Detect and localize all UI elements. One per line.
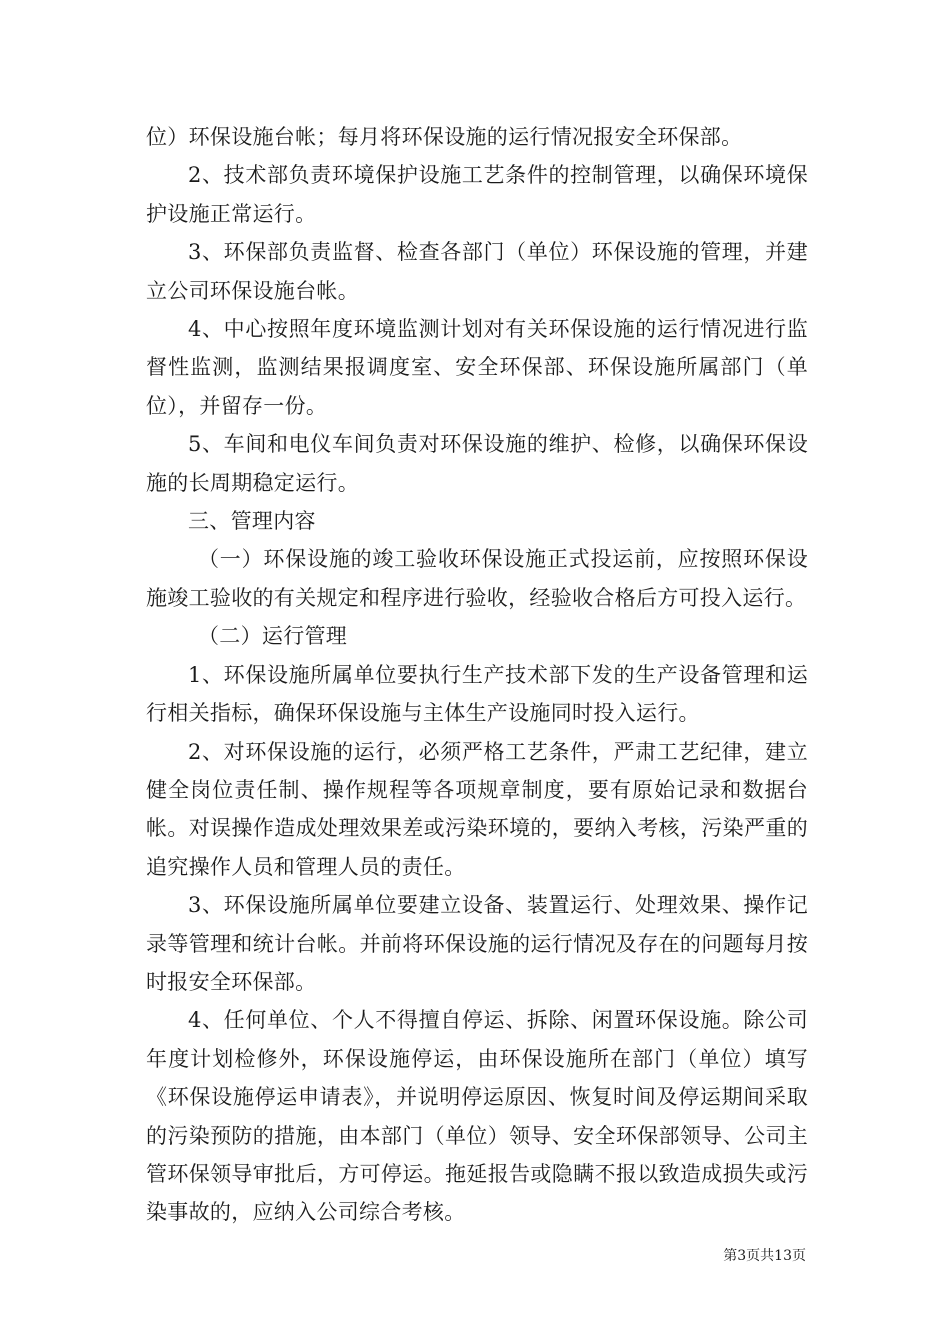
paragraph-item-4: 4、中心按照年度环境监测计划对有关环保设施的运行情况进行监督性监测，监测结果报调度室、安全环保部、环保设施所属部门（单位），并留存一份。	[146, 317, 808, 418]
operation-item-2: 2、对环保设施的运行，必须严格工艺条件，严肃工艺纪律，建立健全岗位责任制、操作规程等各项规章制度，要有原始记录和数据台帐。对误操作造成处理效果差或污染环境的，要纳入考核，污染严重的追究操作人员和管理人员的责任。	[146, 739, 808, 879]
operation-item-1: 1、环保设施所属单位要执行生产技术部下发的生产设备管理和运行相关指标，确保环保设施与主体生产设施同时投入运行。	[146, 662, 808, 726]
paragraph-item-5: 5、车间和电仪车间负责对环保设施的维护、检修，以确保环保设施的长周期稳定运行。	[146, 432, 808, 495]
section-heading-management: 三、管理内容	[188, 509, 316, 534]
operation-item-4: 4、任何单位、个人不得擅自停运、拆除、闲置环保设施。除公司年度计划检修外，环保设施停运，由环保设施所在部门（单位）填写《环保设施停运申请表》，并说明停运原因、恢复时间及停运期间采取的污染预防的措施，由本部门（单位）领导、安全环保部领导、公司主管环保领导审批后，方可停运。拖延报告或隐瞒不报以致造成损失或污染事故的，应纳入公司综合考核。	[146, 1008, 808, 1225]
paragraph-continuation: 位）环保设施台帐；每月将环保设施的运行情况报安全环保部。	[146, 125, 743, 149]
page-number: 第3页共13页	[723, 1248, 806, 1264]
document-body	[146, 118, 808, 1232]
subsection-heading-operation: （二）运行管理	[198, 624, 348, 649]
paragraph-item-3: 3、环保部负责监督、检查各部门（单位）环保设施的管理，并建立公司环保设施台帐。	[146, 240, 808, 303]
subsection-acceptance: （一）环保设施的竣工验收环保设施正式投运前，应按照环保设施竣工验收的有关规定和程序进行验收，经验收合格后方可投入运行。	[146, 547, 808, 610]
paragraph-item-2: 2、技术部负责环境保护设施工艺条件的控制管理，以确保环境保护设施正常运行。	[146, 163, 808, 226]
operation-item-3: 3、环保设施所属单位要建立设备、装置运行、处理效果、操作记录等管理和统计台帐。并前将环保设施的运行情况及存在的问题每月按时报安全环保部。	[146, 893, 808, 994]
